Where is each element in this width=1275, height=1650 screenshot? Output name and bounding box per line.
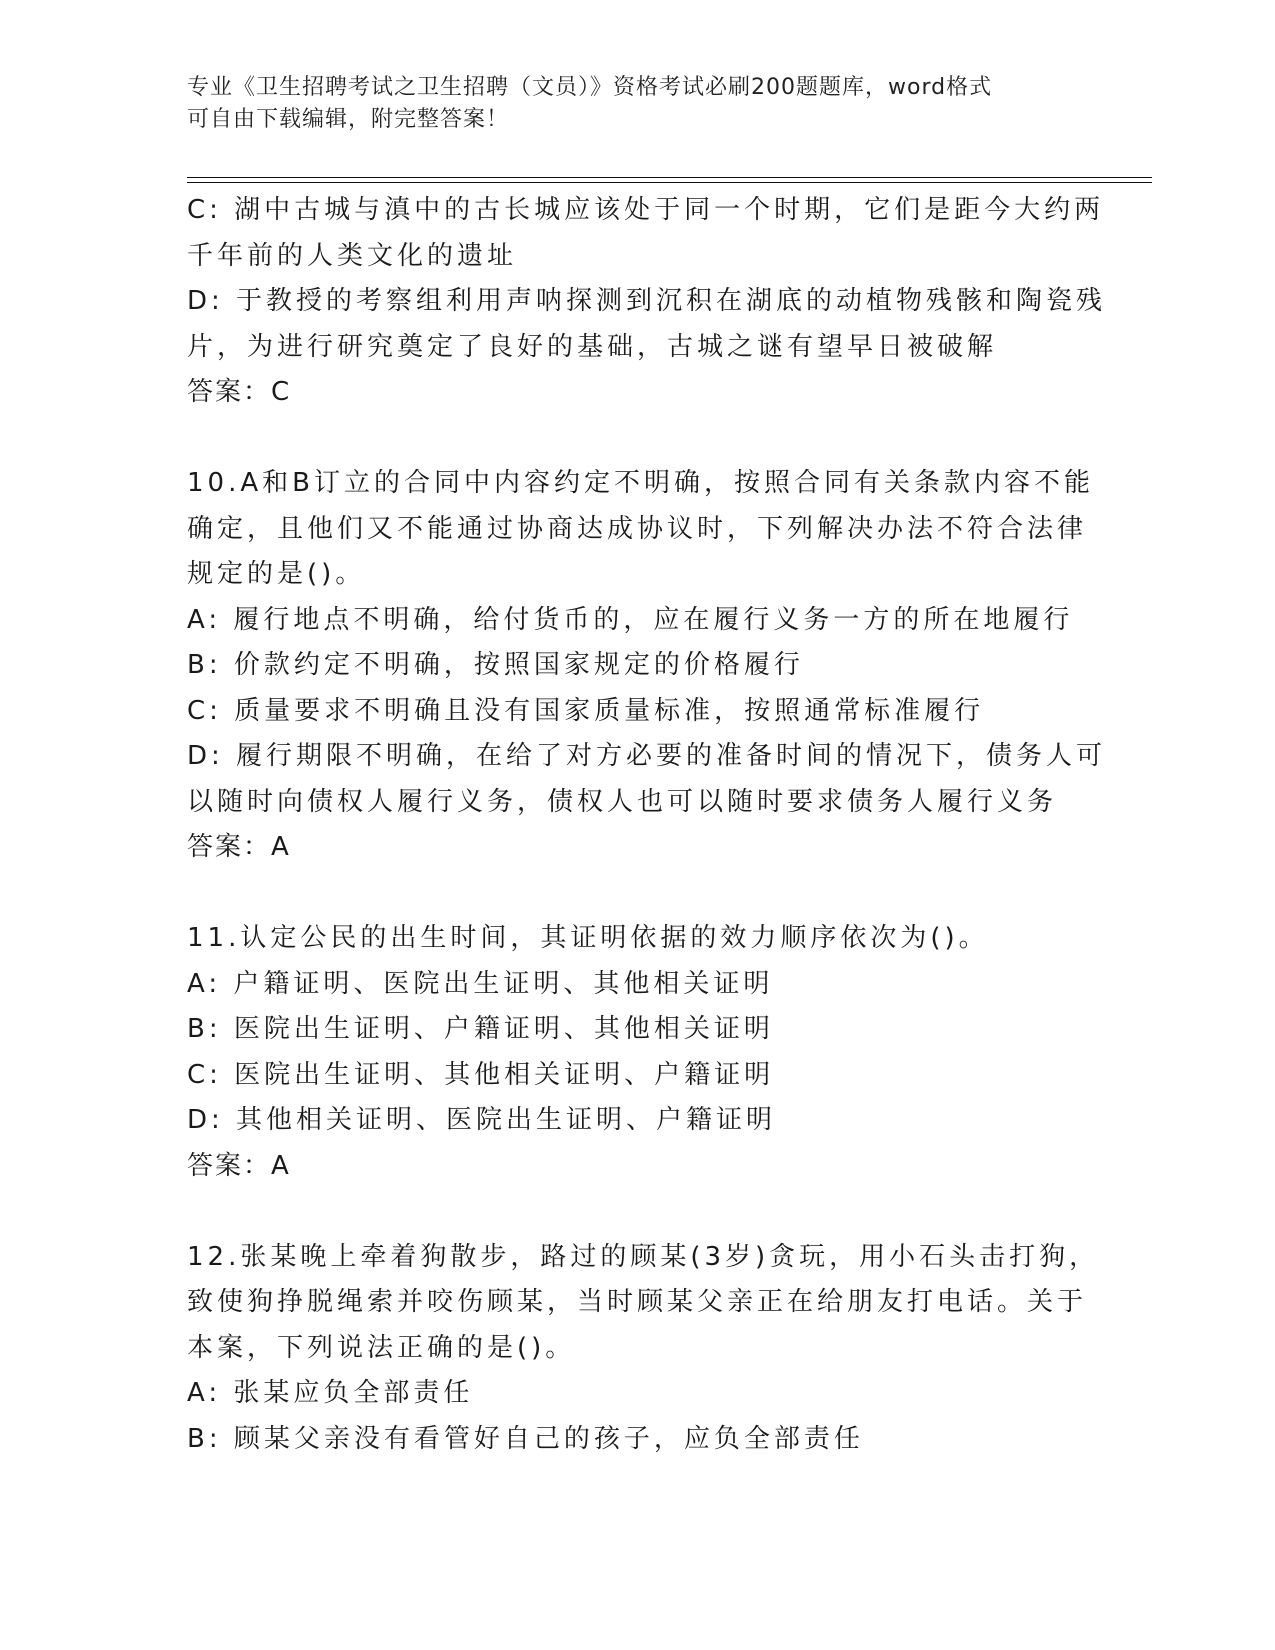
option-d-line: D: 履行期限不明确，在给了对方必要的准备时间的情况下，债务人可 <box>187 741 1107 771</box>
page-header <box>187 72 1067 136</box>
option-b-line: B: 价款约定不明确，按照国家规定的价格履行 <box>187 650 804 680</box>
question-11 <box>187 916 1087 1189</box>
question-stem-line: 本案，下列说法正确的是()。 <box>187 1332 576 1363</box>
option-a-line: A: 履行地点不明确，给付货币的，应在履行义务一方的所在地履行 <box>187 604 1074 635</box>
question-stem-line: 10.A和B订立的合同中内容约定不明确，按照合同有关条款内容不能 <box>187 468 1094 498</box>
answer-line: 答案：A <box>187 1150 291 1181</box>
question-10 <box>187 461 1107 871</box>
header-title-line-1: 专业《卫生招聘考试之卫生招聘（文员）》资格考试必刷200题题库，word格式 <box>187 75 993 100</box>
header-rule-top <box>187 177 1152 178</box>
answer-line: 答案：C <box>187 377 292 407</box>
option-c-line: C: 医院出生证明、其他相关证明、户籍证明 <box>187 1059 775 1090</box>
question-stem-line: 确定，且他们又不能通过协商达成协议时，下列解决办法不符合法律 <box>187 513 1088 544</box>
option-b-line: B: 医院出生证明、户籍证明、其他相关证明 <box>187 1014 774 1044</box>
question-stem-line: 规定的是()。 <box>187 559 366 589</box>
option-a-line: A: 张某应负全部责任 <box>187 1378 474 1408</box>
option-d-line: D: 其他相关证明、医院出生证明、户籍证明 <box>187 1105 777 1135</box>
question-content <box>187 188 1107 1462</box>
option-a-line: A: 户籍证明、医院出生证明、其他相关证明 <box>187 968 774 999</box>
question-stem-line: 致使狗挣脱绳索并咬伤顾某，当时顾某父亲正在给朋友打电话。关于 <box>187 1287 1088 1317</box>
option-c-line: C: 质量要求不明确且没有国家质量标准，按照通常标准履行 <box>187 695 985 726</box>
header-rule-bottom <box>187 182 1152 183</box>
spacer <box>187 1189 1087 1235</box>
header-title-line-2: 可自由下载编辑，附完整答案！ <box>187 107 510 132</box>
option-b-line: B: 顾某父亲没有看管好自己的孩子，应负全部责任 <box>187 1423 864 1454</box>
option-c-line: C: 湖中古城与滇中的古长城应该处于同一个时期，它们是距今大约两 <box>187 195 1105 225</box>
spacer <box>187 416 1087 462</box>
option-d-line: 以随时向债权人履行义务，债权人也可以随时要求债务人履行义务 <box>187 786 1058 817</box>
option-d-line: D: 于教授的考察组利用声呐探测到沉积在湖底的动植物残骸和陶瓷残 <box>187 286 1107 316</box>
spacer <box>187 871 1087 917</box>
question-9-continued <box>187 188 1107 416</box>
answer-line: 答案：A <box>187 832 291 862</box>
option-c-line: 千年前的人类文化的遗址 <box>187 240 518 271</box>
question-stem-line: 11.认定公民的出生时间，其证明依据的效力顺序依次为()。 <box>187 923 989 953</box>
option-d-line: 片，为进行研究奠定了良好的基础，古城之谜有望早日被破解 <box>187 331 998 362</box>
question-12 <box>187 1235 1100 1463</box>
question-stem-line: 12.张某晚上牵着狗散步，路过的顾某(3岁)贪玩，用小石头击打狗， <box>187 1241 1100 1272</box>
